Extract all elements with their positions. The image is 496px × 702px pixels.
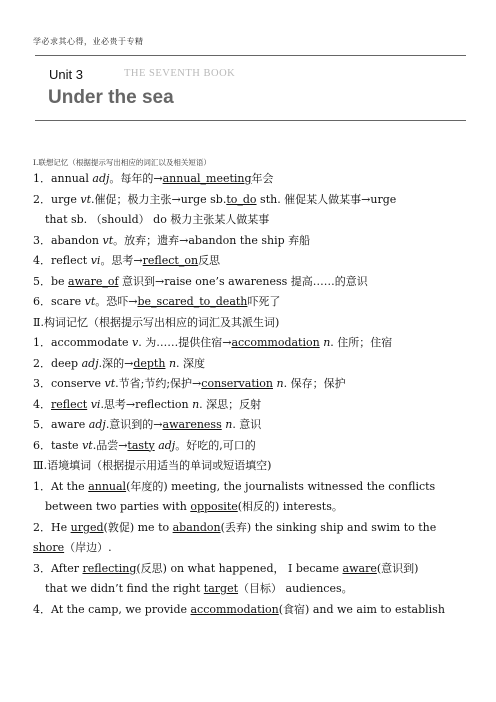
s3-item-2: 2．He urged(敦促) me to abandon(丢弃) the sinking ship and swim to the	[33, 520, 437, 534]
book-label: THE SEVENTH BOOK	[124, 68, 236, 79]
s2-item-4: 4．reflect vi.思考→reflection n. 深思；反射	[33, 397, 262, 411]
s3-item-3-cont: that we didn’t find the right target（目标） audiences。	[45, 582, 353, 595]
section-1-title: Ⅰ.联想记忆（根据提示写出相应的词汇以及相关短语）	[33, 158, 211, 167]
s1-item-2: 2．urge vt.催促；极力主张→urge sb.to_do sth. 催促某人做某事→urge	[33, 192, 397, 206]
page-title: Under the sea	[48, 87, 174, 108]
section-2-title: Ⅱ.构词记忆（根据提示写出相应的词汇及其派生词)	[33, 315, 280, 329]
s3-item-4: 4．At the camp, we provide accommodation(食宿) and we aim to establish	[33, 602, 445, 616]
s3-item-3: 3．After reflecting(反思) on what happened， I became aware(意识到)	[33, 561, 419, 575]
s1-item-5: 5．be aware_of 意识到→raise one’s awareness 提高……的意识	[33, 274, 368, 288]
s3-item-2-cont: shore（岸边）.	[33, 541, 112, 554]
s1-item-1: 1．annual adj。每年的→annual_meeting年会	[33, 172, 274, 185]
section-3-title: Ⅲ.语境填词（根据提示用适当的单词或短语填空)	[33, 459, 272, 472]
s2-item-5: 5．aware adj.意识到的→awareness n. 意识	[33, 418, 262, 431]
s1-item-2-cont: that sb. （should） do 极力主张某人做某事	[45, 213, 270, 226]
tagline: 学必求其心得，业必贵于专精	[33, 37, 144, 46]
s2-item-3: 3．conserve vt.节省;节约;保护→conservation n. 保存；保护	[33, 377, 346, 390]
unit-label: Unit 3	[49, 67, 83, 82]
s1-item-3: 3．abandon vt。放弃；遗弃→abandon the ship 弃船	[33, 233, 311, 247]
s2-item-6: 6．taste vt.品尝→tasty adj。好吃的,可口的	[33, 438, 256, 452]
exercise-content	[33, 157, 473, 620]
s1-item-4: 4．reflect vi。思考→reflect_on反思	[33, 254, 221, 267]
s3-item-1: 1．At the annual(年度的) meeting, the journalists witnessed the conflicts	[33, 479, 436, 493]
s3-item-1-cont: between two parties with opposite(相反的) interests。	[45, 500, 343, 513]
s2-item-2: 2．deep adj.深的→depth n. 深度	[33, 356, 206, 370]
s1-item-6: 6．scare vt。恐吓→be_scared_to_death吓死了	[33, 295, 281, 308]
s2-item-1: 1．accommodate v. 为……提供住宿→accommodation n. 住所；住宿	[33, 336, 393, 349]
